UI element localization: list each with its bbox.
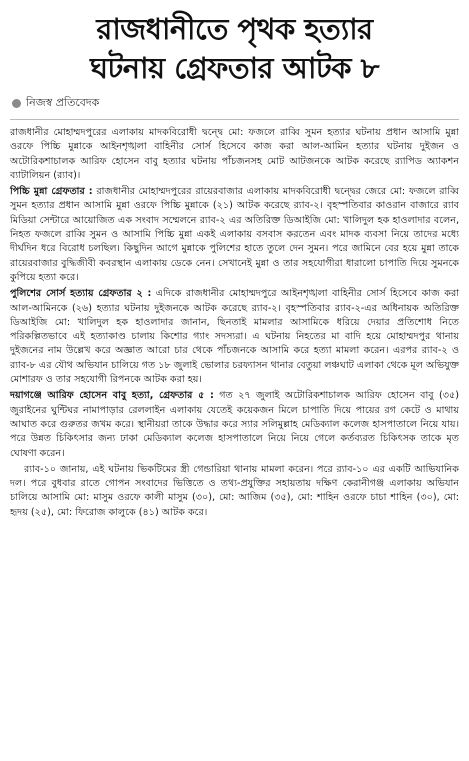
paragraph-4 <box>10 389 459 460</box>
byline-text: নিজস্ব প্রতিবেদক <box>26 96 100 109</box>
paragraph-lead: পুলিশের সোর্স হত্যায় গ্রেফতার ২ : <box>10 288 152 300</box>
paragraph-1 <box>10 126 459 183</box>
headline-line-2: ঘটনায় গ্রেফতার আটক ৮ <box>90 51 379 85</box>
paragraph-5 <box>10 463 459 520</box>
article-body <box>10 126 459 520</box>
paragraph-3 <box>10 287 459 387</box>
paragraph-text: রাজধানীর মোহাম্মদপুরের এলাকায় মাদকবিরোধী দ্বন্দ্বে মো: ফজলে রাব্বি সুমন হত্যার ঘটনায় প্রধান আসামি মুন্না ওরফে পিচ্চি মুন্নাকে আইনশৃঙ্খলা বাহিনীর সোর্স হিসেবে কাজ করা আল-আমিন হত্যার ঘটনায় দুইজন ও অটোরিকশাচালক আরিফ হোসেন বাবু হত্যার ঘটনায় পাঁচজনসহ মোট আটজনকে আটক করেছে র‌্যাপিড অ্যাকশন ব্যাটালিয়ন (র‌্যাব)। <box>10 127 459 181</box>
headline <box>10 10 459 88</box>
paragraph-text: রাজধানীর মোহাম্মদপুরের রায়েরবাজার এলাকায় মাদকবিরোধী দ্বন্দ্বের জেরে মো: ফজলে রাব্বি সুমন হত্যার প্রধান আসামি মুন্না ওরফে পিচ্চি মুন্নাকে (২১) আটক করেছে র‌্যাব-২। বৃহস্পতিবার কাওরান বাজারে র‌্যাব মিডিয়া সেন্টারে আয়োজিত এক সংবাদ সম্মেলনে র‌্যাব-২ এর অতিরিক্ত ডিআইজি মো: খালিদুল হক হাওলাদার বলেন, নিহত ফজলে রাব্বি সুমন ও আসামি পিচ্চি মুন্না একই এলাকায় বসবাস করতেন এবং মাদক ব্যবসা নিয়ে তাদের মধ্যে দীর্ঘদিন ধরে বিরোধ চলছিল। কিছুদিন আগে মুন্নাকে পুলিশের হাতে তুলে দেন সুমন। পরে জামিনে বের হয়ে মুন্না তাকে রায়েরবাজার বুদ্ধিজীবী কবরস্থান এলাকায় ডেকে নেন। সেখানেই মুন্না ও তার সহযোগীরা ধারালো চাপাতি দিয়ে সুমনকে কুপিয়ে হত্যা করে। <box>10 186 459 283</box>
paragraph-lead: দয়াগঞ্জে আরিফ হোসেন বাবু হত্যা, গ্রেফতার ৫ : <box>10 390 214 402</box>
paragraph-text: এদিকে রাজধানীর মোহাম্মদপুরে আইনশৃঙ্খলা বাহিনীর সোর্স হিসেবে কাজ করা আল-আমিনকে (২৬) হত্যার ঘটনায় দুইজনকে আটক করেছে র‌্যাব-২। বৃহস্পতিবার র‌্যাব-২-এর অধিনায়ক অতিরিক্ত ডিআইজি মো: খালিদুল হক হাওলাদার জানান, ছিনতাই মামলার আসামিকে ধরিয়ে দেয়ার প্রতিশোধ নিতে পরিকল্পিতভাবে এই হত্যাকাণ্ড চালায় কিশোর গ্যাং সদস্যরা। এ ঘটনায় নিহতের মা বাদি হয়ে মোহাম্মদপুর থানায় দুইজনের নাম উল্লেখ করে অজ্ঞাত আরো চার থেকে পাঁচজনকে আসামি করে হত্যা মামলা করেন। এরপর র‌্যাব-২ ও র‌্যাব-৮ এর যৌথ অভিযান চালিয়ে গত ১৮ জুলাই ভোলার চরফ্যাসন থানার বেতুয়া লঞ্চঘাট এলাকা থেকে মূল অভিযুক্ত মোশারফ ও তার সহযোগী রিপনকে আটক করা হয়। <box>10 288 460 386</box>
bullet-icon <box>12 99 21 108</box>
paragraph-2 <box>10 185 459 285</box>
paragraph-text: র‌্যাব-১০ জানায়, এই ঘটনায় ভিকটিমের স্ত্রী গেন্ডারিয়া থানায় মামলা করেন। পরে র‌্যাব-১০ এর একটি আভিযানিক দল। পরে বুধবার রাতে গোপন সংবাদের ভিত্তিতে ও তথ্য-প্রযুক্তির সহায়তায় দক্ষিণ কেরানীগঞ্জ এলাকায় অভিযান চালিয়ে আসামি মো: মাসুম ওরফে কালী মাসুম (৩০), মো: আজিম (৩৫), মো: শাহিন ওরফে চাচা শাহিন (৩০), মো: হৃদয় (২৫), মো: ফিরোজ কালুকে (৪১) আটক করে। <box>10 463 459 518</box>
headline-line-1: রাজধানীতে পৃথক হত্যার <box>96 12 373 46</box>
paragraph-text: গত ২৭ জুলাই অটোরিকশাচালক আরিফ হোসেন বাবু (৩৫) জুরাইনের ঘুন্টিঘর নামাপাড়ার রেললাইন এলাকায় যেতেই কয়েকজন মিলে চাপাতি দিয়ে পায়ের রগ কেটে ও মাথায় আঘাত করে গুরুতর জখম করে। স্থানীয়রা তাকে উদ্ধার করে স্যার সলিমুল্লাহ মেডিক্যাল কলেজ হাসপাতালে নিয়ে যায়। পরে উন্নত চিকিৎসার জন্য ঢাকা মেডিক্যাল কলেজ হাসপাতালে নিয়ে নিয়ে গেলে কর্তব্যরত চিকিৎসক তাকে মৃত ঘোষণা করেন। <box>10 390 459 459</box>
paragraph-lead: পিচ্চি মুন্না গ্রেফতার : <box>10 186 93 198</box>
divider <box>10 119 459 120</box>
byline <box>12 94 459 113</box>
